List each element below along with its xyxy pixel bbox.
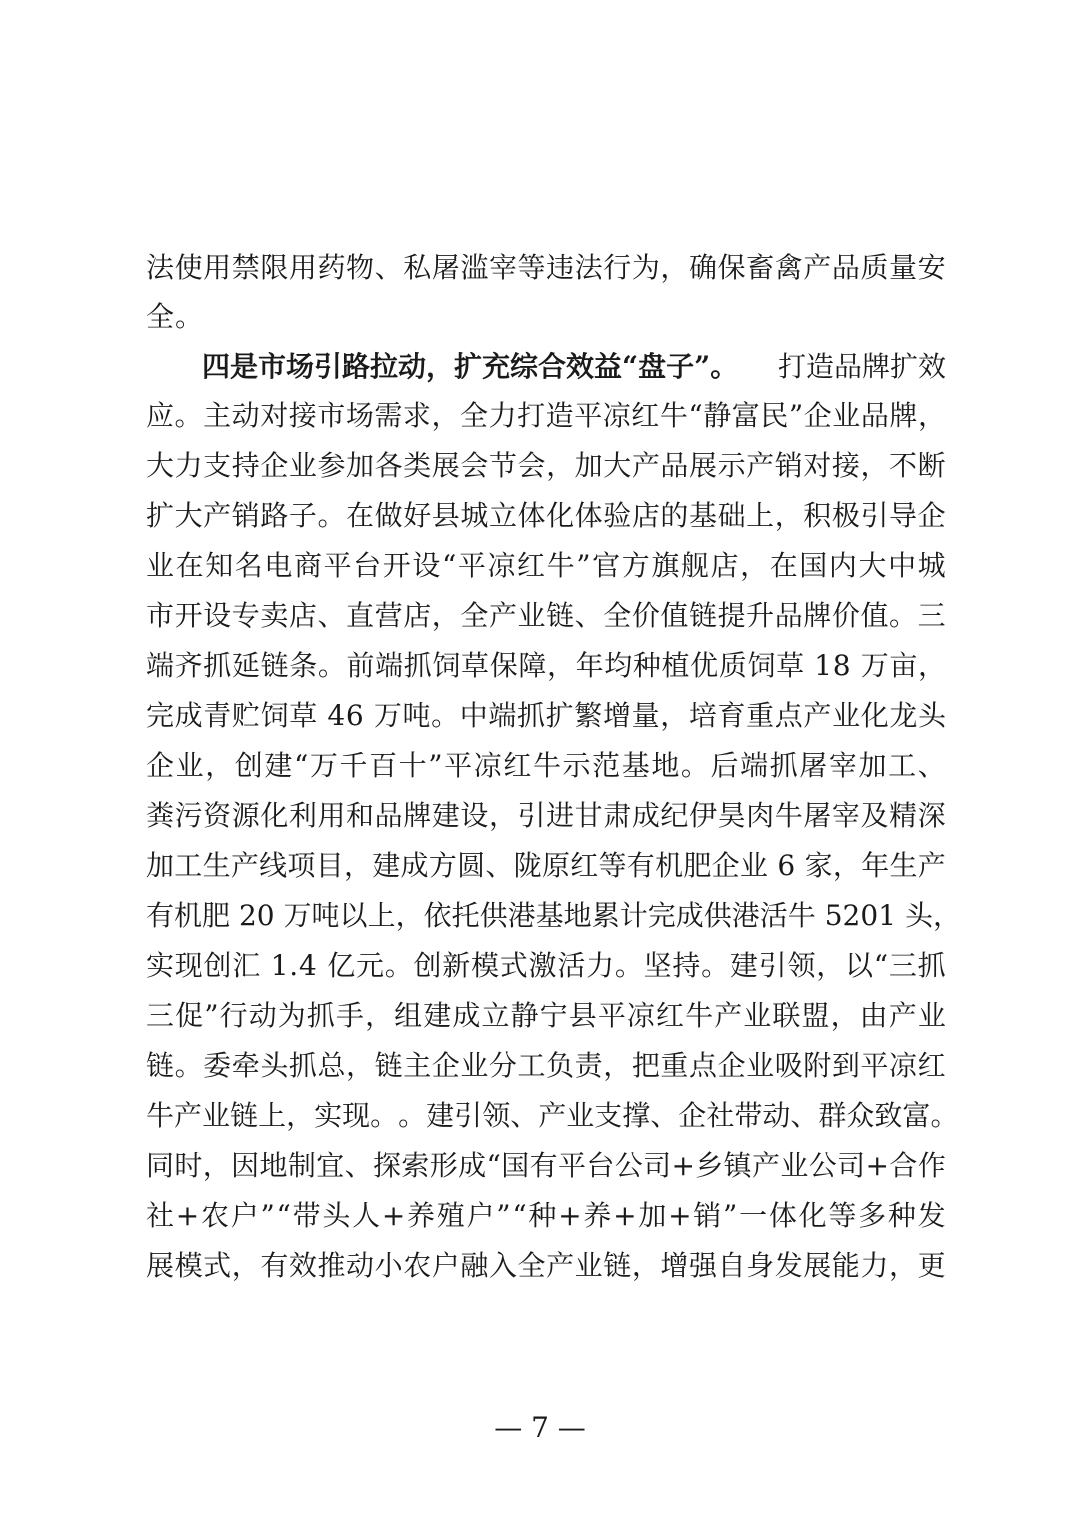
text-line: 应 。 主 动 对 接 市 场 需 求 ， 全 力 打 造 平 凉 红 牛 “ 静 富 民 ” 企 业 品 牌 ， [146, 399, 946, 432]
text-line: 业 在 知 名 电 商 平 台 开 设 “ 平 凉 红 牛 ” 官 方 旗 舰 店 ， 在 国 内 大 中 城 [146, 549, 946, 582]
heading-continuation: 打造品牌扩效 [777, 350, 946, 383]
text-line: 三 促 ” 行 动 为 抓 手 ， 组 建 成 立 静 宁 县 平 凉 红 牛 产 业 联 盟 ， 由 产 业 [146, 999, 946, 1032]
text-line: 大 力 支 持 企 业 参 加 各 类 展 会 节 会 ， 加 大 产 品 展 示 产 销 对 接 ， 不 断 [146, 449, 946, 482]
text-line: 有 机 肥 2 0 万 吨 以 上 ， 依 托 供 港 基 地 累 计 完 成 供 港 活 牛 5 2 0 1 头 ， [146, 899, 961, 932]
page-number: — 7 — [494, 1411, 586, 1444]
text-line: 链 。 委 牵 头 抓 总 ， 链 主 企 业 分 工 负 责 ， 把 重 点 企 业 吸 附 到 平 凉 红 [146, 1049, 946, 1082]
section-heading: 四是市场引路拉动，扩充综合效益“盘子”。 [202, 350, 739, 383]
text-line: 同 时 ， 因 地 制 宜 、 探 索 形 成 “ 国 有 平 台 公 司 + 乡 镇 产 业 公 司 + 合 作 [146, 1149, 946, 1182]
text-line: 牛 产 业 链 上 ， 实 现 。 。 建 引 领 、 产 业 支 撑 、 企 社 带 动 、 群 众 致 富 。 [146, 1099, 959, 1132]
section-heading-line [202, 341, 946, 393]
text-line: 社 + 农 户 ” “ 带 头 人 + 养 殖 户 ” “ 种 + 养 + 加 + 销 ” 一 体 化 等 多 种 发 [146, 1199, 946, 1232]
text-line: 完 成 青 贮 饲 草 4 6 万 吨 。 中 端 抓 扩 繁 增 量 ， 培 育 重 点 产 业 化 龙 头 [146, 699, 946, 732]
text-line: 粪 污 资 源 化 利 用 和 品 牌 建 设 ， 引 进 甘 肃 成 纪 伊 昊 肉 牛 屠 宰 及 精 深 [146, 799, 946, 832]
text-line: 市 开 设 专 卖 店 、 直 营 店 ， 全 产 业 链 、 全 价 值 链 提 升 品 牌 价 值 。 三 [146, 599, 946, 632]
text-line: 扩 大 产 销 路 子 。 在 做 好 县 城 立 体 化 体 验 店 的 基 础 上 ， 积 极 引 导 企 [146, 499, 946, 532]
text-line: 实 现 创 汇 1 . 4 亿 元 。 创 新 模 式 激 活 力 。 坚 持 。 建 引 领 ， 以 “ 三 抓 [146, 949, 946, 982]
text-line: 全。 [146, 300, 205, 333]
text-line: 端 齐 抓 延 链 条 。 前 端 抓 饲 草 保 障 ， 年 均 种 植 优 质 饲 草 1 8 万 亩 ， [146, 649, 946, 682]
text-line: 展 模 式 ， 有 效 推 动 小 农 户 融 入 全 产 业 链 ， 增 强 自 身 发 展 能 力 ， 更 [146, 1249, 946, 1282]
text-line: 企 业 ， 创 建 “ 万 千 百 十 ” 平 凉 红 牛 示 范 基 地 。 后 端 抓 屠 宰 加 工 、 [146, 749, 946, 782]
text-line: 法 使 用 禁 限 用 药 物 、 私 屠 滥 宰 等 违 法 行 为 ， 确 保 畜 禽 产 品 质 量 安 [146, 251, 946, 284]
text-line: 加 工 生 产 线 项 目 ， 建 成 方 圆 、 陇 原 红 等 有 机 肥 企 业 6 家 ， 年 生 产 [146, 849, 946, 882]
